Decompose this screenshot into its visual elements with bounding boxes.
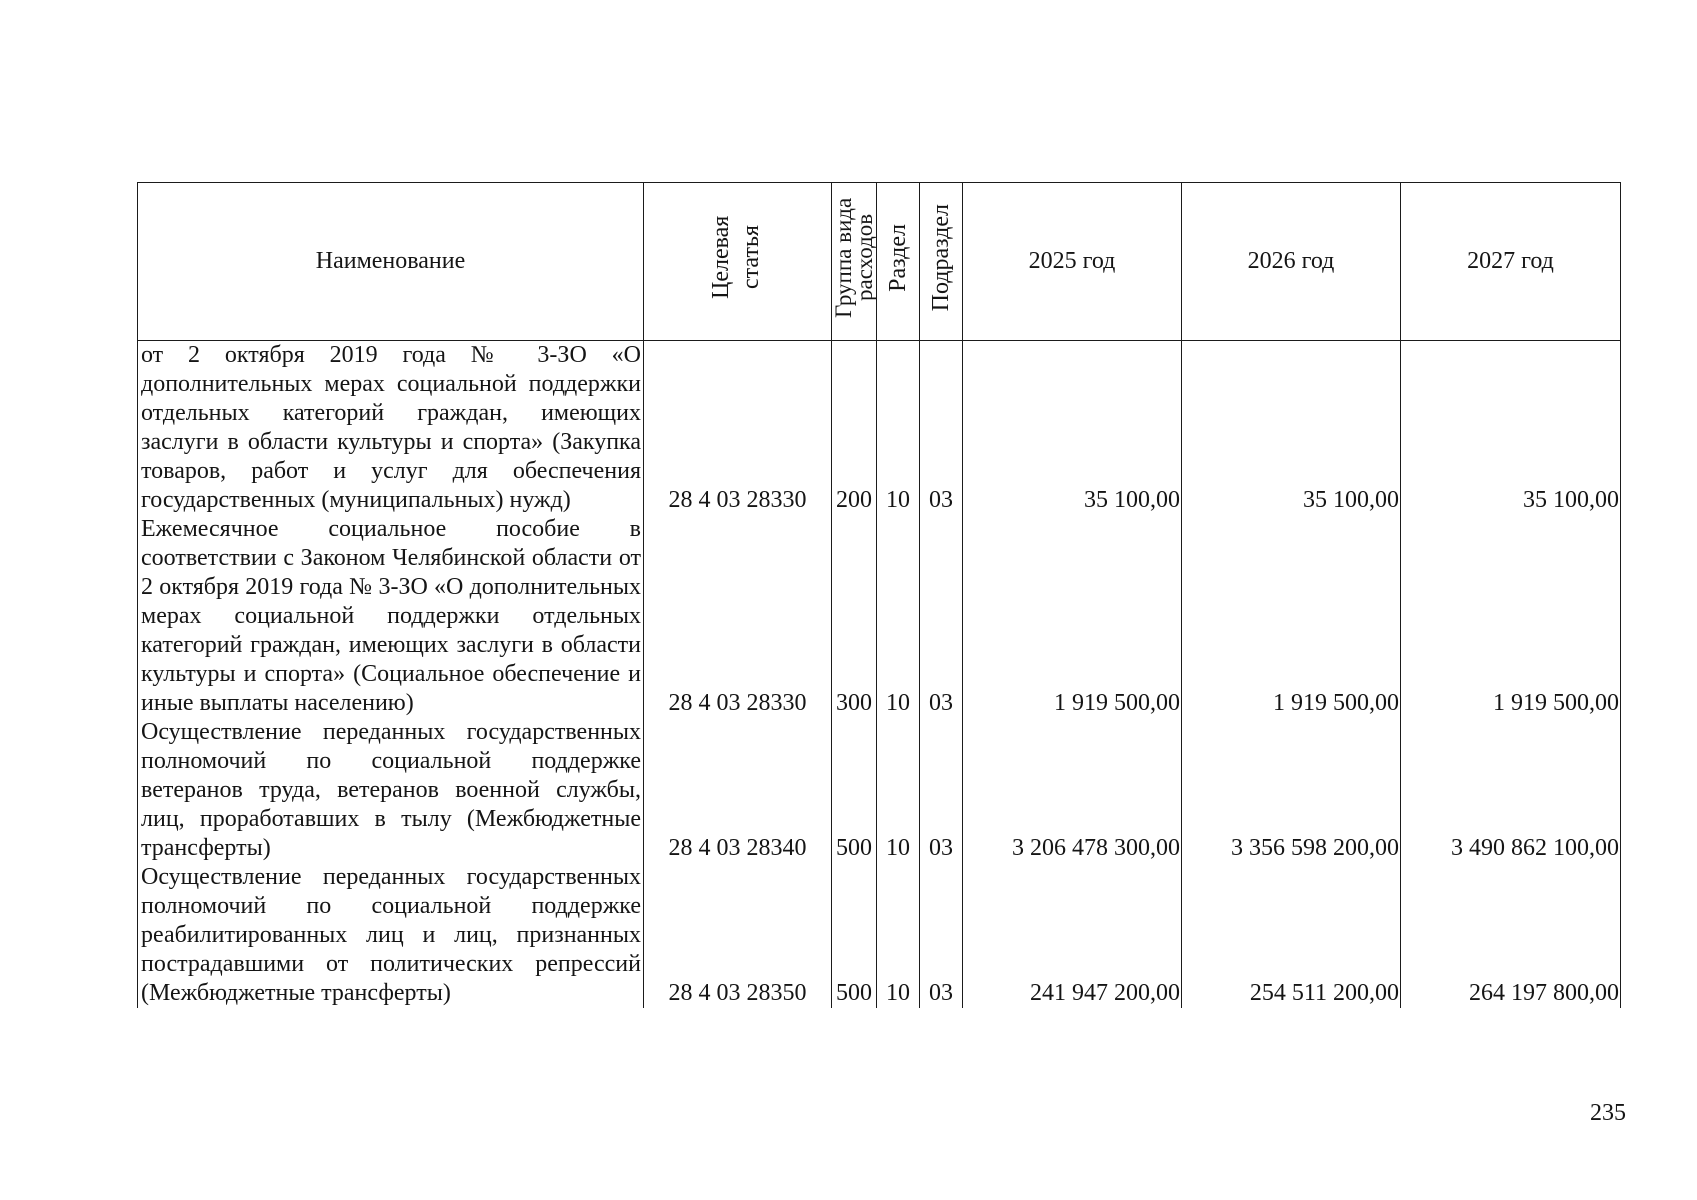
page-number: 235 [1590,1100,1626,1126]
header-subsection-label: Подраздел [928,203,954,312]
row-expense-group: 200 [832,341,877,516]
header-row [138,183,1621,341]
header-name-label: Наименование [315,248,466,274]
row-amount-2026: 3 356 598 200,00 [1182,718,1401,863]
row-amount-2026: 254 511 200,00 [1182,863,1401,1008]
row-section: 10 [877,341,920,516]
row-amount-2026: 35 100,00 [1182,341,1401,516]
row-amount-2027: 35 100,00 [1401,341,1621,516]
row-name: Осуществление переданных государственных полномочий по социальной поддержке реабилитированных лиц и лиц, признанных пострадавшими от политических репрессий (Межбюджетные трансферты) [138,863,644,1008]
row-amount-2025: 35 100,00 [963,341,1182,516]
table-row [138,718,1621,863]
table-header [138,183,1621,341]
header-year-2025-label: 2025 год [1028,248,1116,274]
table-row [138,863,1621,1008]
row-expense-group: 500 [832,718,877,863]
row-name: Осуществление переданных государственных полномочий по социальной поддержке ветеранов труда, ветеранов военной службы, лиц, проработавших в тылу (Межбюджетные трансферты) [138,718,644,863]
header-year-2026 [1182,183,1401,341]
row-target-article: 28 4 03 28350 [644,863,832,1008]
row-amount-2027: 3 490 862 100,00 [1401,718,1621,863]
row-amount-2025: 241 947 200,00 [963,863,1182,1008]
header-year-2025 [963,183,1182,341]
header-expense-group [832,183,877,341]
row-target-article: 28 4 03 28330 [644,515,832,718]
row-amount-2027: 1 919 500,00 [1401,515,1621,718]
row-name: от 2 октября 2019 года № 3-ЗО «О дополнительных мерах социальной поддержки отдельных категорий граждан, имеющих заслуги в области культуры и спорта» (Закупка товаров, работ и услуг для обеспечения государственных (муниципальных) нужд) [138,341,644,516]
row-amount-2026: 1 919 500,00 [1182,515,1401,718]
header-section [877,183,920,341]
header-expense-group-label: Группа вида расходов [831,197,877,318]
row-subsection: 03 [920,863,963,1008]
table-row [138,515,1621,718]
row-amount-2025: 1 919 500,00 [963,515,1182,718]
row-section: 10 [877,863,920,1008]
header-subsection [920,183,963,341]
header-section-label: Раздел [885,223,911,292]
row-expense-group: 500 [832,863,877,1008]
row-expense-group: 300 [832,515,877,718]
table-row [138,341,1621,516]
header-name [138,183,644,341]
row-section: 10 [877,515,920,718]
budget-table [137,182,1621,1008]
row-name: Ежемесячное социальное пособие в соответствии с Законом Челябинской области от 2 октября 2019 года № 3-ЗО «О дополнительных мерах социальной поддержки отдельных категорий граждан, имеющих заслуги в области культуры и спорта» (Социальное обеспечение и иные выплаты населению) [138,515,644,718]
header-year-2027 [1401,183,1621,341]
row-amount-2025: 3 206 478 300,00 [963,718,1182,863]
header-year-2027-label: 2027 год [1467,248,1554,274]
row-subsection: 03 [920,515,963,718]
header-year-2026-label: 2026 год [1247,248,1335,274]
row-subsection: 03 [920,341,963,516]
row-section: 10 [877,718,920,863]
table-body [138,341,1621,1009]
row-subsection: 03 [920,718,963,863]
row-amount-2027: 264 197 800,00 [1401,863,1621,1008]
row-target-article: 28 4 03 28340 [644,718,832,863]
header-target-article [644,183,832,341]
row-target-article: 28 4 03 28330 [644,341,832,516]
header-target-article-label: Целевая статья [707,215,764,300]
